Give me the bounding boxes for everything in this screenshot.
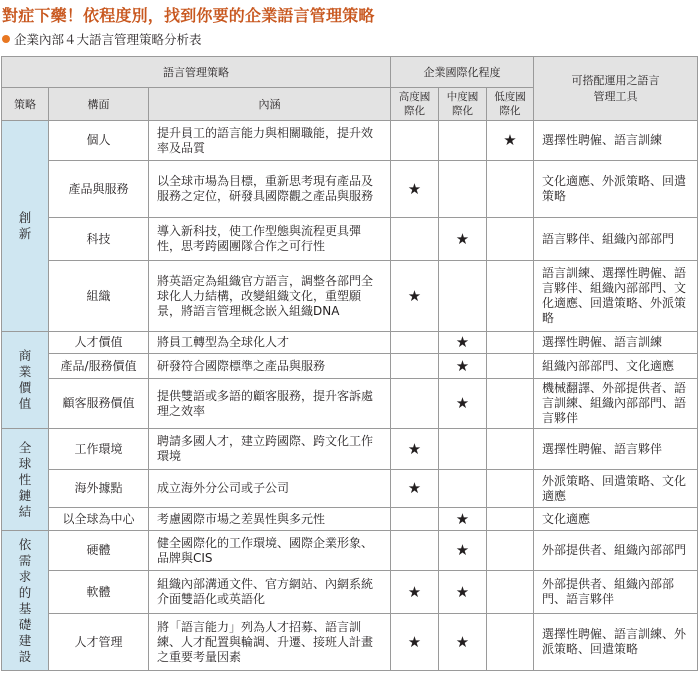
facet-cell: 組織 bbox=[49, 261, 149, 332]
header-high bbox=[391, 88, 439, 121]
tools-cell: 外部提供者、組織內部部門 bbox=[534, 531, 698, 571]
mid-level-cell: ★ bbox=[439, 614, 487, 671]
strategy-category bbox=[2, 429, 49, 531]
strategy-category bbox=[2, 332, 49, 429]
content-cell: 提供雙語或多語的顧客服務，提升客訴處理之效率 bbox=[149, 379, 391, 429]
facet-cell: 人才價值 bbox=[49, 332, 149, 354]
high-level-cell: ★ bbox=[391, 261, 439, 332]
high-level-cell: ★ bbox=[391, 571, 439, 614]
high-level-cell bbox=[391, 531, 439, 571]
content-cell: 將「語言能力」列為人才招募、語言訓練、人才配置與輪調、升遷、接班人計畫之重要考量因素 bbox=[149, 614, 391, 671]
table-row bbox=[2, 470, 698, 508]
mid-level-cell bbox=[439, 429, 487, 470]
high-level-cell bbox=[391, 332, 439, 354]
facet-cell: 產品與服務 bbox=[49, 161, 149, 218]
mid-level-cell: ★ bbox=[439, 354, 487, 379]
high-level-cell bbox=[391, 218, 439, 261]
header-low-label: 低度國際化 bbox=[494, 91, 526, 117]
tools-cell: 機械翻譯、外部提供者、語言訓練、組織內部部門、語言夥伴 bbox=[534, 379, 698, 429]
facet-cell: 以全球為中心 bbox=[49, 508, 149, 531]
tools-cell: 選擇性聘僱、語言訓練、外派策略、回遣策略 bbox=[534, 614, 698, 671]
bullet-icon bbox=[2, 35, 10, 43]
tools-cell: 選擇性聘僱、語言夥伴 bbox=[534, 429, 698, 470]
page-title: 對症下藥！依程度別，找到你要的企業語言管理策略 bbox=[2, 6, 375, 25]
high-level-cell: ★ bbox=[391, 161, 439, 218]
mid-level-cell bbox=[439, 470, 487, 508]
table-row bbox=[2, 218, 698, 261]
table-row bbox=[2, 161, 698, 218]
header-strategy-group: 語言管理策略 bbox=[2, 57, 391, 88]
content-cell: 研發符合國際標準之產品與服務 bbox=[149, 354, 391, 379]
tools-cell: 語言訓練、選擇性聘僱、語言夥伴、組織內部部門、文化適應、回遣策略、外派策略 bbox=[534, 261, 698, 332]
tools-cell: 選擇性聘僱、語言訓練 bbox=[534, 121, 698, 161]
content-cell: 健全國際化的工作環境、國際企業形象、品牌與CIS bbox=[149, 531, 391, 571]
mid-level-cell bbox=[439, 261, 487, 332]
facet-cell: 軟體 bbox=[49, 571, 149, 614]
table-row bbox=[2, 121, 698, 161]
header-tools bbox=[534, 57, 698, 121]
header-tools-label: 可搭配運用之語言管理工具 bbox=[571, 73, 660, 103]
mid-level-cell: ★ bbox=[439, 531, 487, 571]
facet-cell: 顧客服務價值 bbox=[49, 379, 149, 429]
table-row bbox=[2, 571, 698, 614]
content-cell: 考慮國際市場之差異性與多元性 bbox=[149, 508, 391, 531]
high-level-cell: ★ bbox=[391, 470, 439, 508]
low-level-cell bbox=[487, 161, 534, 218]
mid-level-cell: ★ bbox=[439, 332, 487, 354]
low-level-cell bbox=[487, 354, 534, 379]
table-row bbox=[2, 531, 698, 571]
facet-cell: 工作環境 bbox=[49, 429, 149, 470]
table-row bbox=[2, 379, 698, 429]
table-row bbox=[2, 332, 698, 354]
header-strategy: 策略 bbox=[2, 88, 49, 121]
header-mid-label: 中度國際化 bbox=[446, 91, 479, 117]
strategy-category-label: 創新 bbox=[18, 210, 32, 241]
mid-level-cell bbox=[439, 121, 487, 161]
mid-level-cell bbox=[439, 161, 487, 218]
header-internationalization: 企業國際化程度 bbox=[391, 57, 534, 88]
table-row bbox=[2, 261, 698, 332]
content-cell: 成立海外分公司或子公司 bbox=[149, 470, 391, 508]
facet-cell: 個人 bbox=[49, 121, 149, 161]
content-cell: 將員工轉型為全球化人才 bbox=[149, 332, 391, 354]
mid-level-cell: ★ bbox=[439, 508, 487, 531]
tools-cell: 文化適應 bbox=[534, 508, 698, 531]
header-content: 內涵 bbox=[149, 88, 391, 121]
mid-level-cell: ★ bbox=[439, 571, 487, 614]
table-row bbox=[2, 614, 698, 671]
header-row-top bbox=[2, 57, 698, 88]
mid-level-cell: ★ bbox=[439, 218, 487, 261]
tools-cell: 選擇性聘僱、語言訓練 bbox=[534, 332, 698, 354]
tools-cell: 文化適應、外派策略、回遣策略 bbox=[534, 161, 698, 218]
low-level-cell bbox=[487, 218, 534, 261]
high-level-cell bbox=[391, 121, 439, 161]
low-level-cell bbox=[487, 429, 534, 470]
high-level-cell bbox=[391, 508, 439, 531]
facet-cell: 人才管理 bbox=[49, 614, 149, 671]
table-row bbox=[2, 429, 698, 470]
low-level-cell bbox=[487, 614, 534, 671]
tools-cell: 組織內部部門、文化適應 bbox=[534, 354, 698, 379]
content-cell: 組織內部溝通文件、官方網站、內網系統介面雙語化或英語化 bbox=[149, 571, 391, 614]
table-row bbox=[2, 508, 698, 531]
header-mid bbox=[439, 88, 487, 121]
tools-cell: 外部提供者、組織內部部門、語言夥伴 bbox=[534, 571, 698, 614]
tools-cell: 外派策略、回遣策略、文化適應 bbox=[534, 470, 698, 508]
high-level-cell: ★ bbox=[391, 614, 439, 671]
content-cell: 將英語定為組織官方語言，調整各部門全球化人力結構，改變組織文化，重塑願景，將語言管理概念嵌入組織DNA bbox=[149, 261, 391, 332]
content-cell: 導入新科技，使工作型態與流程更具彈性，思考跨國團隊合作之可行性 bbox=[149, 218, 391, 261]
mid-level-cell: ★ bbox=[439, 379, 487, 429]
header-facet: 構面 bbox=[49, 88, 149, 121]
strategy-category-label: 全球性鏈結 bbox=[18, 439, 32, 519]
table-row bbox=[2, 354, 698, 379]
content-cell: 提升員工的語言能力與相關職能，提升效率及品質 bbox=[149, 121, 391, 161]
high-level-cell bbox=[391, 354, 439, 379]
header-low bbox=[487, 88, 534, 121]
strategy-category-label: 商業價值 bbox=[18, 348, 32, 411]
strategy-category bbox=[2, 531, 49, 671]
low-level-cell bbox=[487, 379, 534, 429]
strategy-table bbox=[1, 56, 698, 671]
header-high-label: 高度國際化 bbox=[398, 91, 431, 117]
tools-cell: 語言夥伴、組織內部部門 bbox=[534, 218, 698, 261]
content-cell: 以全球市場為目標，重新思考現有產品及服務之定位，研發具國際觀之產品與服務 bbox=[149, 161, 391, 218]
strategy-category bbox=[2, 121, 49, 332]
low-level-cell bbox=[487, 531, 534, 571]
subtitle-text: 企業內部４大語言管理策略分析表 bbox=[14, 32, 202, 47]
table-caption bbox=[2, 30, 202, 48]
facet-cell: 硬體 bbox=[49, 531, 149, 571]
low-level-cell bbox=[487, 332, 534, 354]
strategy-category-label: 依需求的基礎建設 bbox=[18, 536, 32, 664]
low-level-cell bbox=[487, 508, 534, 531]
low-level-cell bbox=[487, 470, 534, 508]
high-level-cell bbox=[391, 379, 439, 429]
low-level-cell bbox=[487, 571, 534, 614]
facet-cell: 海外據點 bbox=[49, 470, 149, 508]
low-level-cell: ★ bbox=[487, 121, 534, 161]
facet-cell: 產品/服務價值 bbox=[49, 354, 149, 379]
high-level-cell: ★ bbox=[391, 429, 439, 470]
low-level-cell bbox=[487, 261, 534, 332]
facet-cell: 科技 bbox=[49, 218, 149, 261]
content-cell: 聘請多國人才，建立跨國際、跨文化工作環境 bbox=[149, 429, 391, 470]
